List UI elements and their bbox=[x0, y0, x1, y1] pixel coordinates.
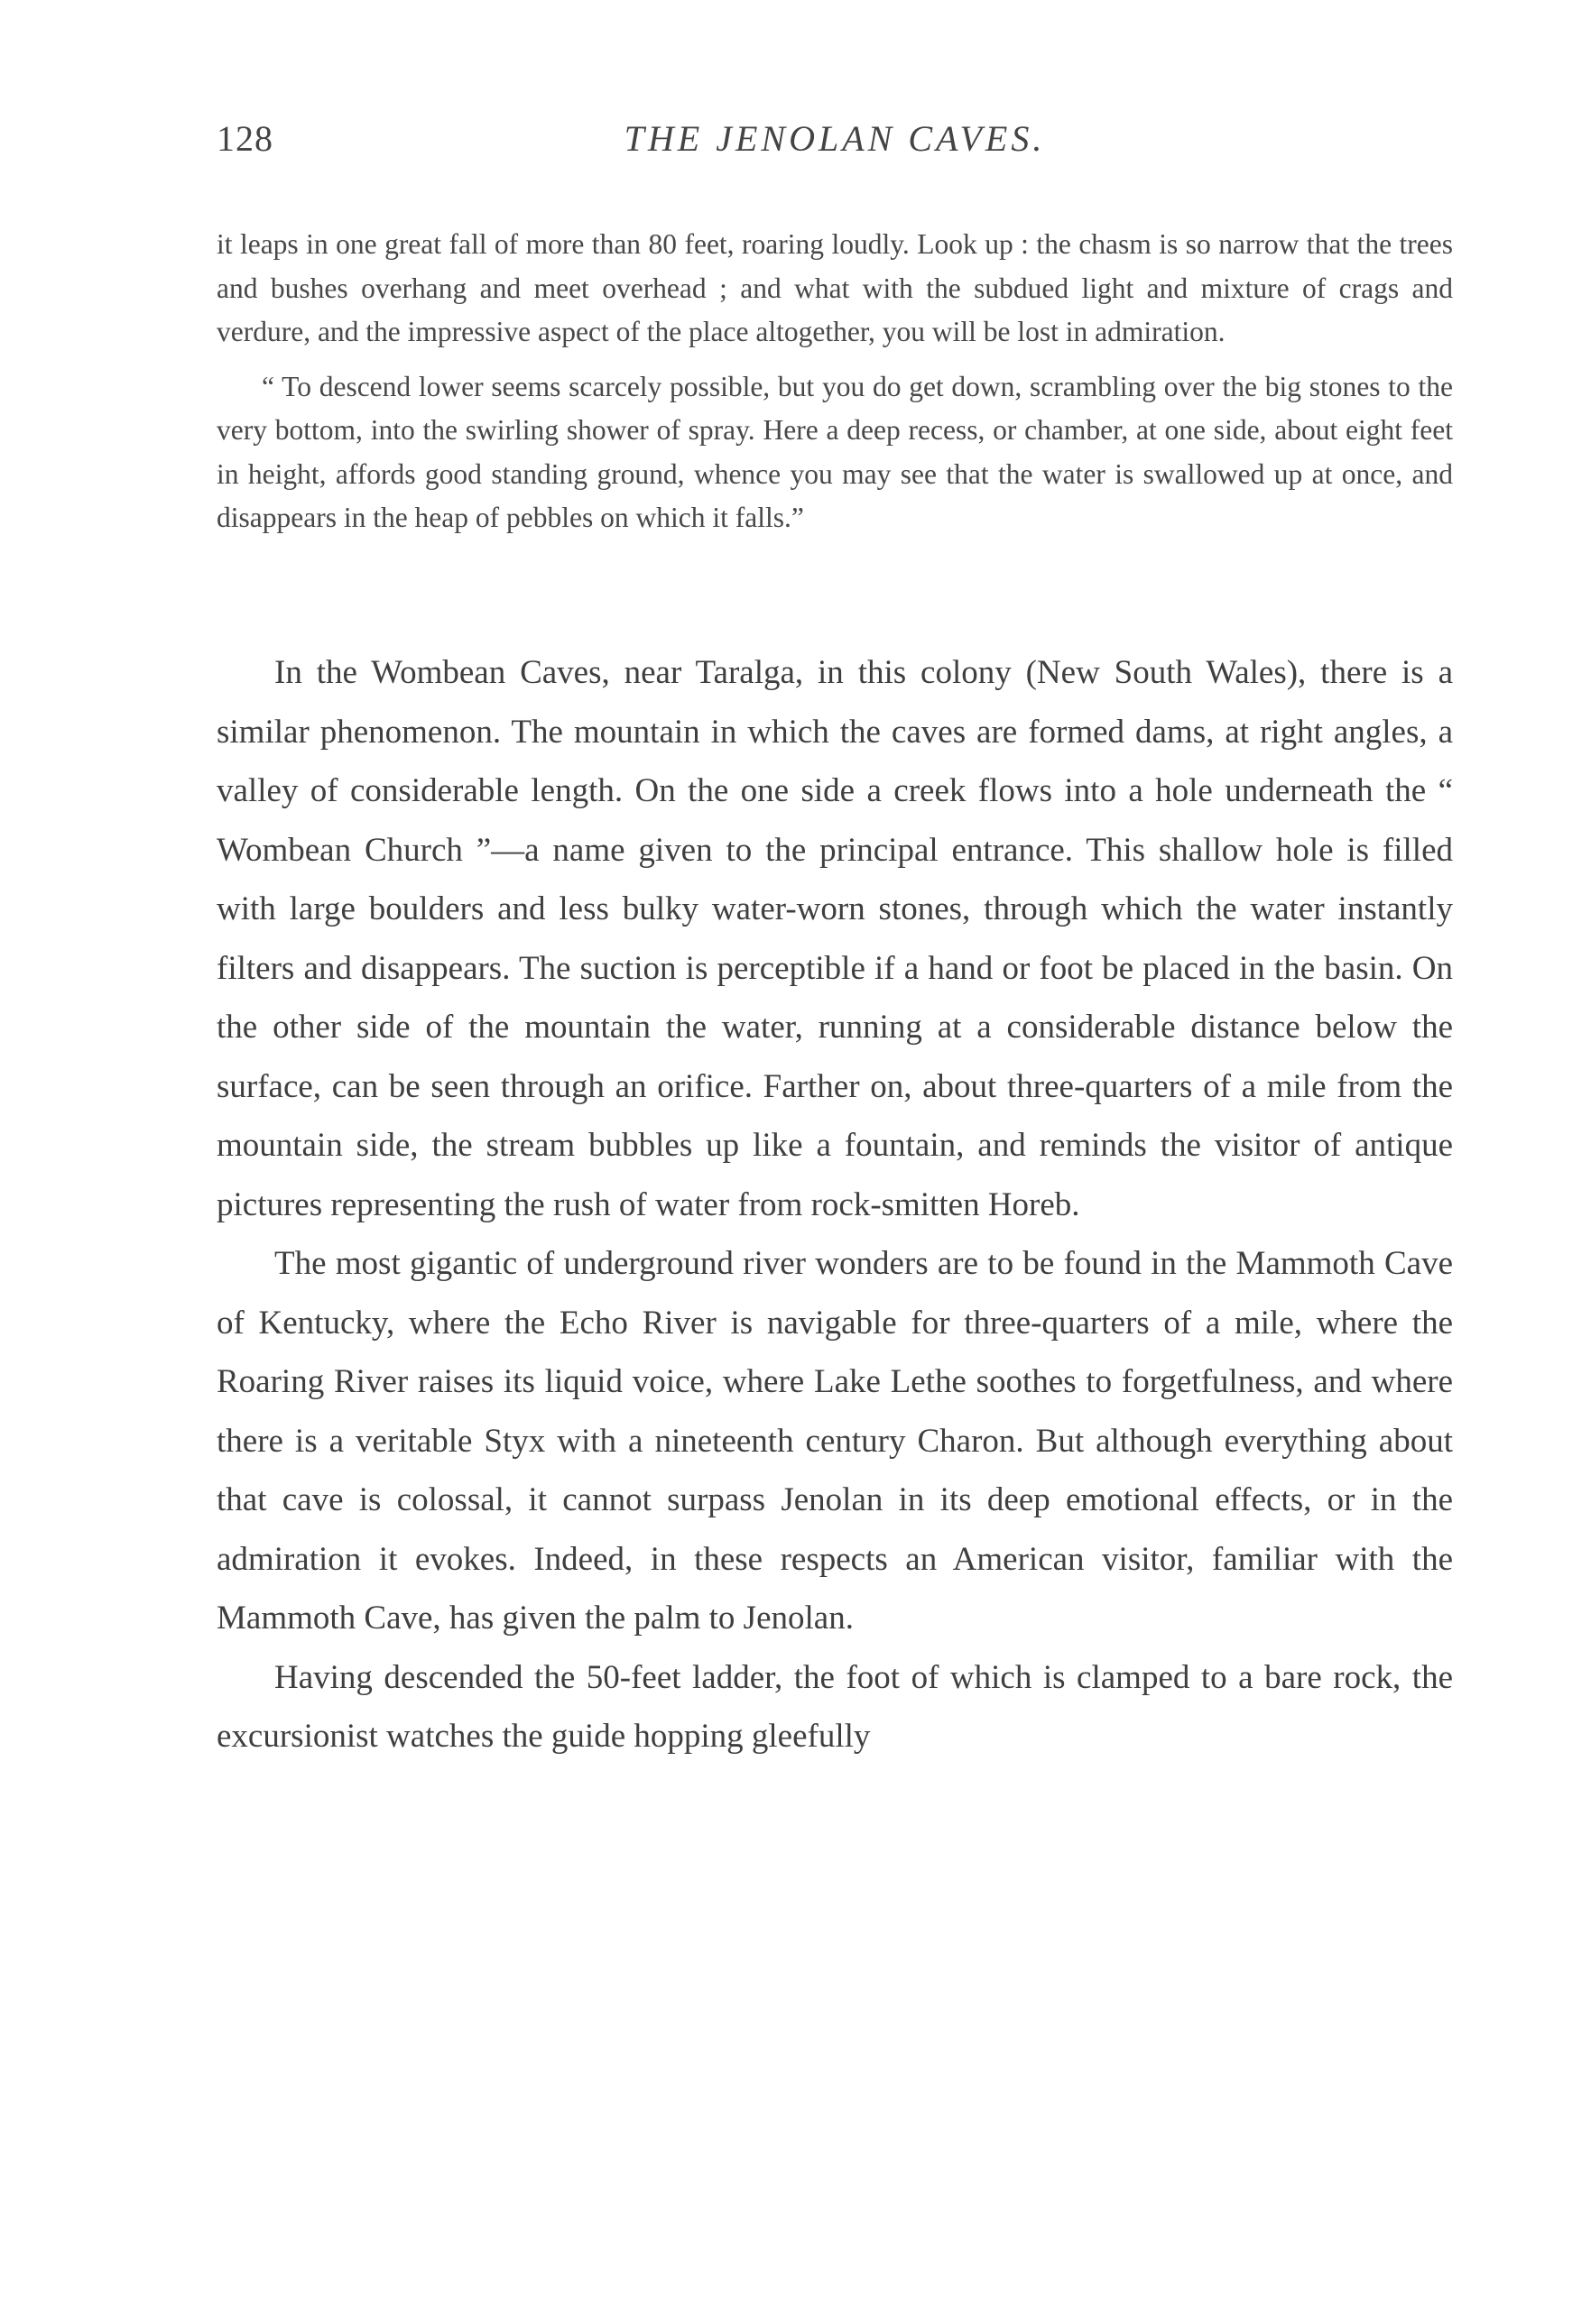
quote-paragraph: it leaps in one great fall of more than 80 feet, roaring loudly. Look up : the chasm is so narrow that the trees and bushes overhang and meet overhead ; and what with the subdued light and mixture of crags and verdure, and the impressive aspect of the place altogether, you will be lost in admiration. bbox=[217, 228, 1453, 347]
body-text bbox=[217, 643, 1453, 1766]
body-paragraph: The most gigantic of underground river wonders are to be found in the Mammoth Cave of Kentucky, where the Echo River is navigable for three-quarters of a mile, where the Roaring River raises its liquid voice, where Lake Lethe soothes to forgetfulness, and where there is a veritable Styx with a nineteenth century Charon. But although everything about that cave is colossal, it cannot surpass Jenolan in its deep emotional effects, or in the admiration it evokes. Indeed, in these respects an American visitor, familiar with the Mammoth Cave, has given the palm to Jenolan. bbox=[217, 1245, 1453, 1637]
body-paragraph: In the Wombean Caves, near Taralga, in this colony (New South Wales), there is a similar phenomenon. The mountain in which the caves are formed dams, at right angles, a valley of considerable length. On the one side a creek flows into a hole underneath the “ Wombean Church ”—a name given to the principal entrance. This shallow hole is filled with large boulders and less bulky water-worn stones, through which the water instantly filters and disappears. The suction is perceptible if a hand or foot be placed in the basin. On the other side of the mountain the water, running at a considerable distance below the surface, can be seen through an orifice. Farther on, about three-quarters of a mile from the mountain side, the stream bubbles up like a fountain, and reminds the visitor of antique pictures representing the rush of water from rock-smitten Horeb. bbox=[217, 654, 1453, 1223]
quoted-passage bbox=[217, 223, 1453, 540]
page-number: 128 bbox=[217, 118, 273, 159]
running-head bbox=[217, 117, 1453, 171]
quote-paragraph: “ To descend lower seems scarcely possible, but you do get down, scrambling over the big stones to the very bottom, into the swirling shower of spray. Here a deep recess, or chamber, at one side, about eight feet in height, affords good standing ground, whence you may see that the water is swallowed up at once, and disappears in the heap of pebbles on which it falls.” bbox=[217, 370, 1453, 533]
body-paragraph: Having descended the 50-feet ladder, the foot of which is clamped to a bare rock, the excursionist watches the guide hopping gleefully bbox=[217, 1658, 1453, 1755]
running-title: THE JENOLAN CAVES. bbox=[624, 118, 1046, 159]
